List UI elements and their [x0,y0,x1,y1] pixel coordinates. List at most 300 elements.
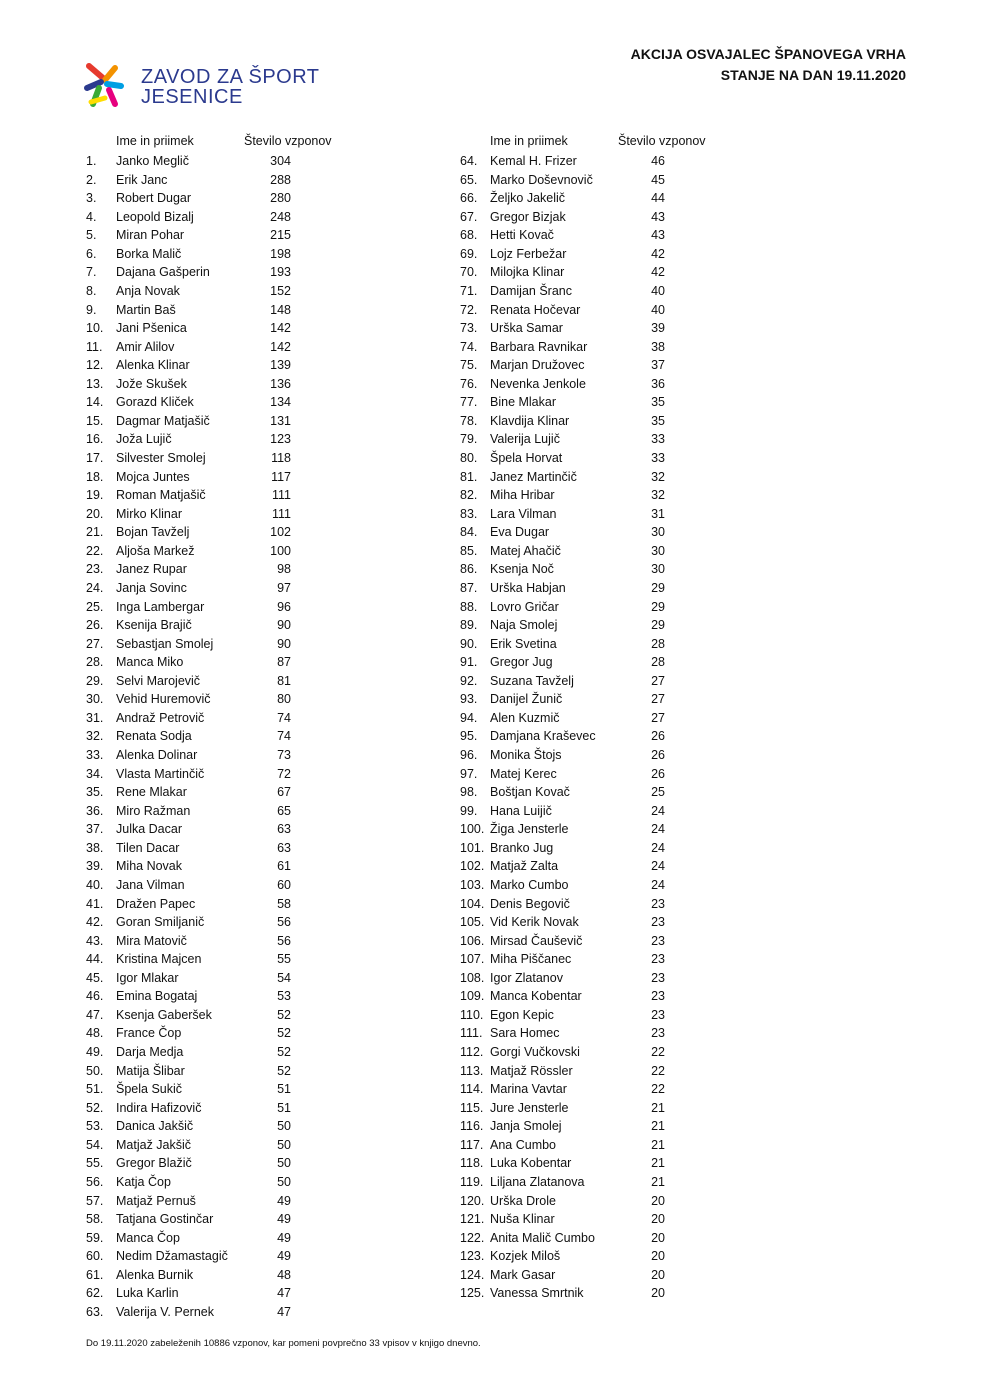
name-cell: Renata Hočevar [490,302,581,317]
count-cell: 60 [277,877,291,892]
count-cell: 74 [277,729,291,744]
table-row [460,542,820,561]
count-cell: 23 [651,1007,665,1022]
rank-cell: 61. [86,1267,104,1282]
rank-cell: 10. [86,321,104,336]
name-cell: Liljana Zlatanova [490,1174,585,1189]
count-cell: 67 [277,785,291,800]
table-row [460,1210,820,1229]
name-cell: Gorgi Vučkovski [490,1045,580,1059]
count-cell: 215 [270,228,291,243]
name-cell: Mirsad Čauševič [490,933,583,948]
rank-cell: 79. [460,432,478,447]
name-cell: Robert Dugar [116,191,192,206]
table-row [86,1136,446,1155]
name-cell: Hetti Kovač [490,228,554,243]
count-cell: 33 [651,432,665,447]
count-cell: 152 [270,283,291,298]
count-cell: 73 [277,748,291,762]
table-row [460,950,820,969]
rank-cell: 17. [86,451,104,465]
name-cell: Indira Hafizovič [116,1100,202,1115]
count-cell: 63 [277,822,291,837]
rank-cell: 58. [86,1212,104,1227]
name-cell: Alenka Dolinar [116,748,198,762]
name-cell: Sebastjan Smolej [116,636,214,651]
name-cell: Žiga Jensterle [490,822,569,837]
count-cell: 102 [270,525,291,540]
rank-cell: 108. [460,970,485,985]
table-row [460,468,820,487]
rank-cell: 123. [460,1249,485,1264]
count-cell: 97 [277,580,291,595]
table-row [86,542,446,561]
rank-cell: 101. [460,840,485,855]
count-cell: 47 [277,1304,291,1319]
rank-cell: 44. [86,952,104,967]
table-row [460,523,820,542]
table-row [460,263,820,282]
count-cell: 32 [651,488,665,503]
name-cell: Anita Malič Cumbo [490,1230,595,1245]
name-cell: Gregor Bizjak [490,209,566,224]
table-row [460,1062,820,1081]
name-cell: Valerija V. Pernek [116,1304,214,1319]
count-cell: 139 [270,358,291,373]
table-row [460,560,820,579]
name-cell: Jani Pšenica [116,321,187,336]
table-row [460,635,820,654]
table-row [86,765,446,784]
count-cell: 52 [277,1063,291,1078]
table-row [86,1080,446,1099]
table-row [86,560,446,579]
rank-cell: 55. [86,1156,104,1171]
table-row [86,579,446,598]
table-row [460,1024,820,1043]
rank-cell: 118. [460,1156,484,1171]
name-cell: Alenka Klinar [116,358,190,373]
name-cell: Valerija Lujič [490,432,560,447]
count-cell: 30 [651,562,665,577]
count-cell: 136 [270,376,291,391]
name-cell: Igor Zlatanov [490,970,563,985]
table-row [86,282,446,301]
table-row [460,1099,820,1118]
rank-cell: 64. [460,154,478,168]
rank-cell: 89. [460,618,478,633]
count-cell: 46 [651,154,665,168]
table-row [460,616,820,635]
table-row [460,765,820,784]
table-row [86,1247,446,1266]
rank-cell: 31. [86,710,104,725]
rank-cell: 116. [460,1119,484,1134]
table-row [86,356,446,375]
rank-cell: 38. [86,840,104,855]
name-cell: Matjaž Rössler [490,1063,573,1078]
table-row [86,1173,446,1192]
count-header: Število vzponov [244,134,332,148]
count-cell: 288 [270,172,291,187]
rank-cell: 48. [86,1026,104,1041]
rank-cell: 65. [460,172,478,187]
count-cell: 24 [651,822,665,837]
count-cell: 36 [651,376,665,391]
count-cell: 56 [277,915,291,930]
table-row [460,505,820,524]
table-row [86,375,446,394]
name-cell: Bojan Tavželj [116,525,190,540]
heading-title: AKCIJA OSVAJALEC ŠPANOVEGA VRHA [630,46,906,62]
table-row [86,412,446,431]
name-cell: Alenka Burnik [116,1267,194,1282]
name-cell: Gregor Jug [490,655,553,670]
name-cell: Eva Dugar [490,525,550,540]
count-cell: 72 [277,766,291,781]
rank-cell: 74. [460,339,478,354]
table-row [460,709,820,728]
rank-cell: 53. [86,1119,104,1134]
name-cell: Damjana Kraševec [490,729,596,744]
rank-cell: 45. [86,970,104,985]
count-cell: 35 [651,395,665,410]
table-row [460,820,820,839]
rank-cell: 16. [86,432,104,447]
table-row [86,468,446,487]
count-cell: 51 [277,1100,291,1115]
name-cell: Manca Kobentar [490,989,582,1004]
table-row [86,245,446,264]
table-row [86,1024,446,1043]
count-cell: 43 [651,209,665,224]
rank-cell: 7. [86,265,97,280]
count-cell: 98 [277,562,291,577]
rank-cell: 5. [86,228,97,243]
count-cell: 304 [270,154,291,168]
rank-cell: 124. [460,1267,485,1282]
table-row [86,950,446,969]
table-row [86,820,446,839]
table-row [86,913,446,932]
table-row [86,1154,446,1173]
count-cell: 23 [651,896,665,911]
count-cell: 123 [270,432,291,447]
name-cell: Anja Novak [116,283,180,298]
name-cell: Miran Pohar [116,228,185,243]
name-cell: Mirko Klinar [116,506,182,521]
table-row [460,412,820,431]
name-cell: Marko Cumbo [490,877,569,892]
name-cell: Goran Smiljanič [116,915,205,930]
name-cell: Matej Kerec [490,766,557,781]
count-cell: 142 [270,339,291,354]
name-cell: Urška Drole [490,1193,556,1208]
name-cell: Marjan Družovec [490,358,585,373]
count-cell: 118 [271,451,291,465]
count-cell: 42 [651,265,665,280]
name-cell: Luka Kobentar [490,1156,572,1171]
table-row [460,1284,820,1303]
count-cell: 55 [277,952,291,967]
table-row [86,987,446,1006]
rank-cell: 95. [460,729,478,744]
table-row [86,839,446,858]
name-cell: Janja Smolej [490,1119,562,1134]
name-cell: Inga Lambergar [116,599,205,614]
table-row [460,672,820,691]
name-cell: Janko Meglič [116,154,189,168]
rank-cell: 9. [86,302,97,317]
name-cell: Kozjek Miloš [490,1249,561,1264]
table-row [460,579,820,598]
rank-cell: 66. [460,191,478,206]
count-cell: 29 [651,599,665,614]
count-cell: 22 [651,1063,665,1078]
rank-cell: 20. [86,506,104,521]
rank-cell: 91. [460,655,478,670]
rank-cell: 46. [86,989,104,1004]
rank-cell: 3. [86,191,97,206]
name-cell: Roman Matjašič [116,488,206,503]
rank-cell: 36. [86,803,104,818]
count-cell: 61 [277,859,291,874]
count-cell: 111 [271,488,291,503]
table-row [86,598,446,617]
table-row [86,171,446,190]
name-cell: Erik Janc [116,172,168,187]
footer-note: Do 19.11.2020 zabeleženih 10886 vzponov, kar pomeni povprečno 33 vpisov v knjigo dnevno. [86,1338,481,1349]
table-row [460,727,820,746]
count-cell: 40 [651,283,665,298]
table-row [86,783,446,802]
count-cell: 52 [277,1007,291,1022]
rank-cell: 87. [460,580,478,595]
name-cell: Erik Svetina [490,636,557,651]
table-row [460,857,820,876]
name-cell: Ksenja Gaberšek [116,1007,212,1022]
rank-cell: 107. [460,952,485,967]
count-cell: 117 [271,469,291,484]
rank-cell: 125. [460,1286,485,1301]
name-cell: Rene Mlakar [116,785,187,800]
rank-cell: 83. [460,506,478,521]
name-cell: Luka Karlin [116,1286,179,1301]
name-cell: Emina Bogataj [116,989,198,1004]
rank-cell: 47. [86,1007,104,1022]
rank-cell: 57. [86,1193,104,1208]
count-cell: 21 [651,1119,665,1134]
table-row [460,1192,820,1211]
name-cell: Boštjan Kovač [490,785,570,800]
name-cell: Danica Jakšič [116,1119,194,1134]
name-cell: Naja Smolej [490,618,558,633]
name-cell: Manca Miko [116,655,184,670]
count-cell: 49 [277,1212,291,1227]
name-cell: Borka Malič [116,246,182,261]
name-cell: Miro Ražman [116,803,191,818]
rank-cell: 76. [460,376,478,391]
table-row [86,189,446,208]
rank-cell: 35. [86,785,104,800]
count-cell: 32 [651,469,665,484]
table-row [86,1043,446,1062]
rank-cell: 37. [86,822,104,837]
table-row [86,1210,446,1229]
name-cell: Marko Doševnovič [490,172,593,187]
name-cell: Miha Piščanec [490,952,572,967]
count-cell: 49 [277,1249,291,1264]
count-cell: 58 [277,896,291,911]
table-row [86,727,446,746]
name-cell: France Čop [116,1026,182,1041]
name-cell: Ana Cumbo [490,1137,557,1152]
name-cell: Gorazd Kliček [116,395,194,410]
rank-cell: 104. [460,896,485,911]
count-cell: 23 [651,915,665,930]
rank-cell: 82. [460,488,478,503]
rank-cell: 54. [86,1137,104,1152]
rank-cell: 96. [460,748,478,762]
count-cell: 54 [277,970,291,985]
table-row [86,319,446,338]
table-row [86,1099,446,1118]
table-row [86,802,446,821]
rank-cell: 13. [86,376,104,391]
name-cell: Janja Sovinc [116,580,187,595]
count-cell: 20 [651,1230,665,1245]
rank-cell: 6. [86,246,97,261]
count-cell: 65 [277,803,291,818]
table-row [460,1080,820,1099]
name-cell: Mira Matovič [116,933,187,948]
name-cell: Željko Jakelič [490,191,566,206]
rank-cell: 26. [86,618,104,633]
count-cell: 20 [651,1286,665,1301]
rank-cell: 114. [460,1082,484,1097]
rank-cell: 51. [86,1082,104,1097]
table-row [460,1006,820,1025]
name-cell: Julka Dacar [116,822,182,837]
rank-cell: 19. [86,488,104,503]
table-row [86,486,446,505]
rank-cell: 106. [460,933,485,948]
rank-cell: 120. [460,1193,485,1208]
name-cell: Vid Kerik Novak [490,915,579,930]
table-row [460,430,820,449]
name-cell: Vlasta Martinčič [116,766,205,781]
rank-cell: 78. [460,413,478,428]
count-cell: 42 [651,246,665,261]
name-cell: Milojka Klinar [490,265,565,280]
table-row [460,375,820,394]
name-cell: Urška Samar [490,321,563,336]
rank-cell: 33. [86,748,104,762]
table-row [86,1284,446,1303]
count-cell: 50 [277,1174,291,1189]
table-row [86,1229,446,1248]
name-cell: Sara Homec [490,1026,560,1041]
name-cell: Joža Lujič [116,432,172,447]
rank-cell: 110. [460,1007,484,1022]
count-cell: 30 [651,543,665,558]
rank-cell: 27. [86,636,104,651]
count-cell: 90 [277,618,291,633]
table-row [460,1154,820,1173]
name-cell: Špela Sukič [116,1082,183,1097]
table-row [460,338,820,357]
rank-cell: 39. [86,859,104,874]
name-cell: Aljoša Markež [116,543,195,558]
table-row [86,969,446,988]
name-cell: Renata Sodja [116,729,192,744]
count-cell: 20 [651,1249,665,1264]
name-cell: Dajana Gašperin [116,265,210,280]
table-row [86,709,446,728]
count-cell: 96 [277,599,291,614]
rank-cell: 119. [460,1174,484,1189]
rank-cell: 88. [460,599,478,614]
count-cell: 29 [651,618,665,633]
table-row [86,635,446,654]
count-cell: 44 [651,191,665,206]
count-cell: 35 [651,413,665,428]
name-cell: Matjaž Zalta [490,859,559,874]
rank-cell: 12. [86,358,104,373]
name-cell: Nuša Klinar [490,1212,555,1227]
name-cell: Ksenija Brajič [116,618,192,633]
rank-cell: 43. [86,933,104,948]
rank-cell: 8. [86,283,97,298]
rank-cell: 102. [460,859,485,874]
count-cell: 53 [277,989,291,1004]
rank-cell: 67. [460,209,478,224]
table-row [460,969,820,988]
name-cell: Suzana Tavželj [490,673,574,688]
table-row [460,282,820,301]
name-cell: Miha Novak [116,859,182,874]
table-row [460,690,820,709]
rank-cell: 40. [86,877,104,892]
rank-cell: 29. [86,673,104,688]
rank-cell: 85. [460,543,478,558]
table-row [460,783,820,802]
name-cell: Nedim Džamastagič [116,1249,228,1264]
count-cell: 193 [270,265,291,280]
table-row [86,226,446,245]
name-cell: Špela Horvat [490,451,563,465]
name-cell: Marina Vavtar [490,1082,567,1097]
rank-cell: 21. [86,525,104,540]
name-cell: Silvester Smolej [116,451,206,465]
name-cell: Ksenja Noč [490,562,554,577]
table-row [86,505,446,524]
name-cell: Kristina Majcen [116,952,202,967]
rank-cell: 24. [86,580,104,595]
rank-cell: 90. [460,636,478,651]
name-cell: Damijan Šranc [490,283,572,298]
name-cell: Jože Skušek [116,376,187,391]
count-cell: 47 [277,1286,291,1301]
rank-cell: 34. [86,766,104,781]
rank-cell: 56. [86,1174,104,1189]
rank-cell: 99. [460,803,478,818]
count-cell: 100 [270,543,291,558]
name-cell: Miha Hribar [490,488,555,503]
count-cell: 198 [270,246,291,261]
count-cell: 51 [277,1082,291,1097]
rank-cell: 113. [460,1063,484,1078]
